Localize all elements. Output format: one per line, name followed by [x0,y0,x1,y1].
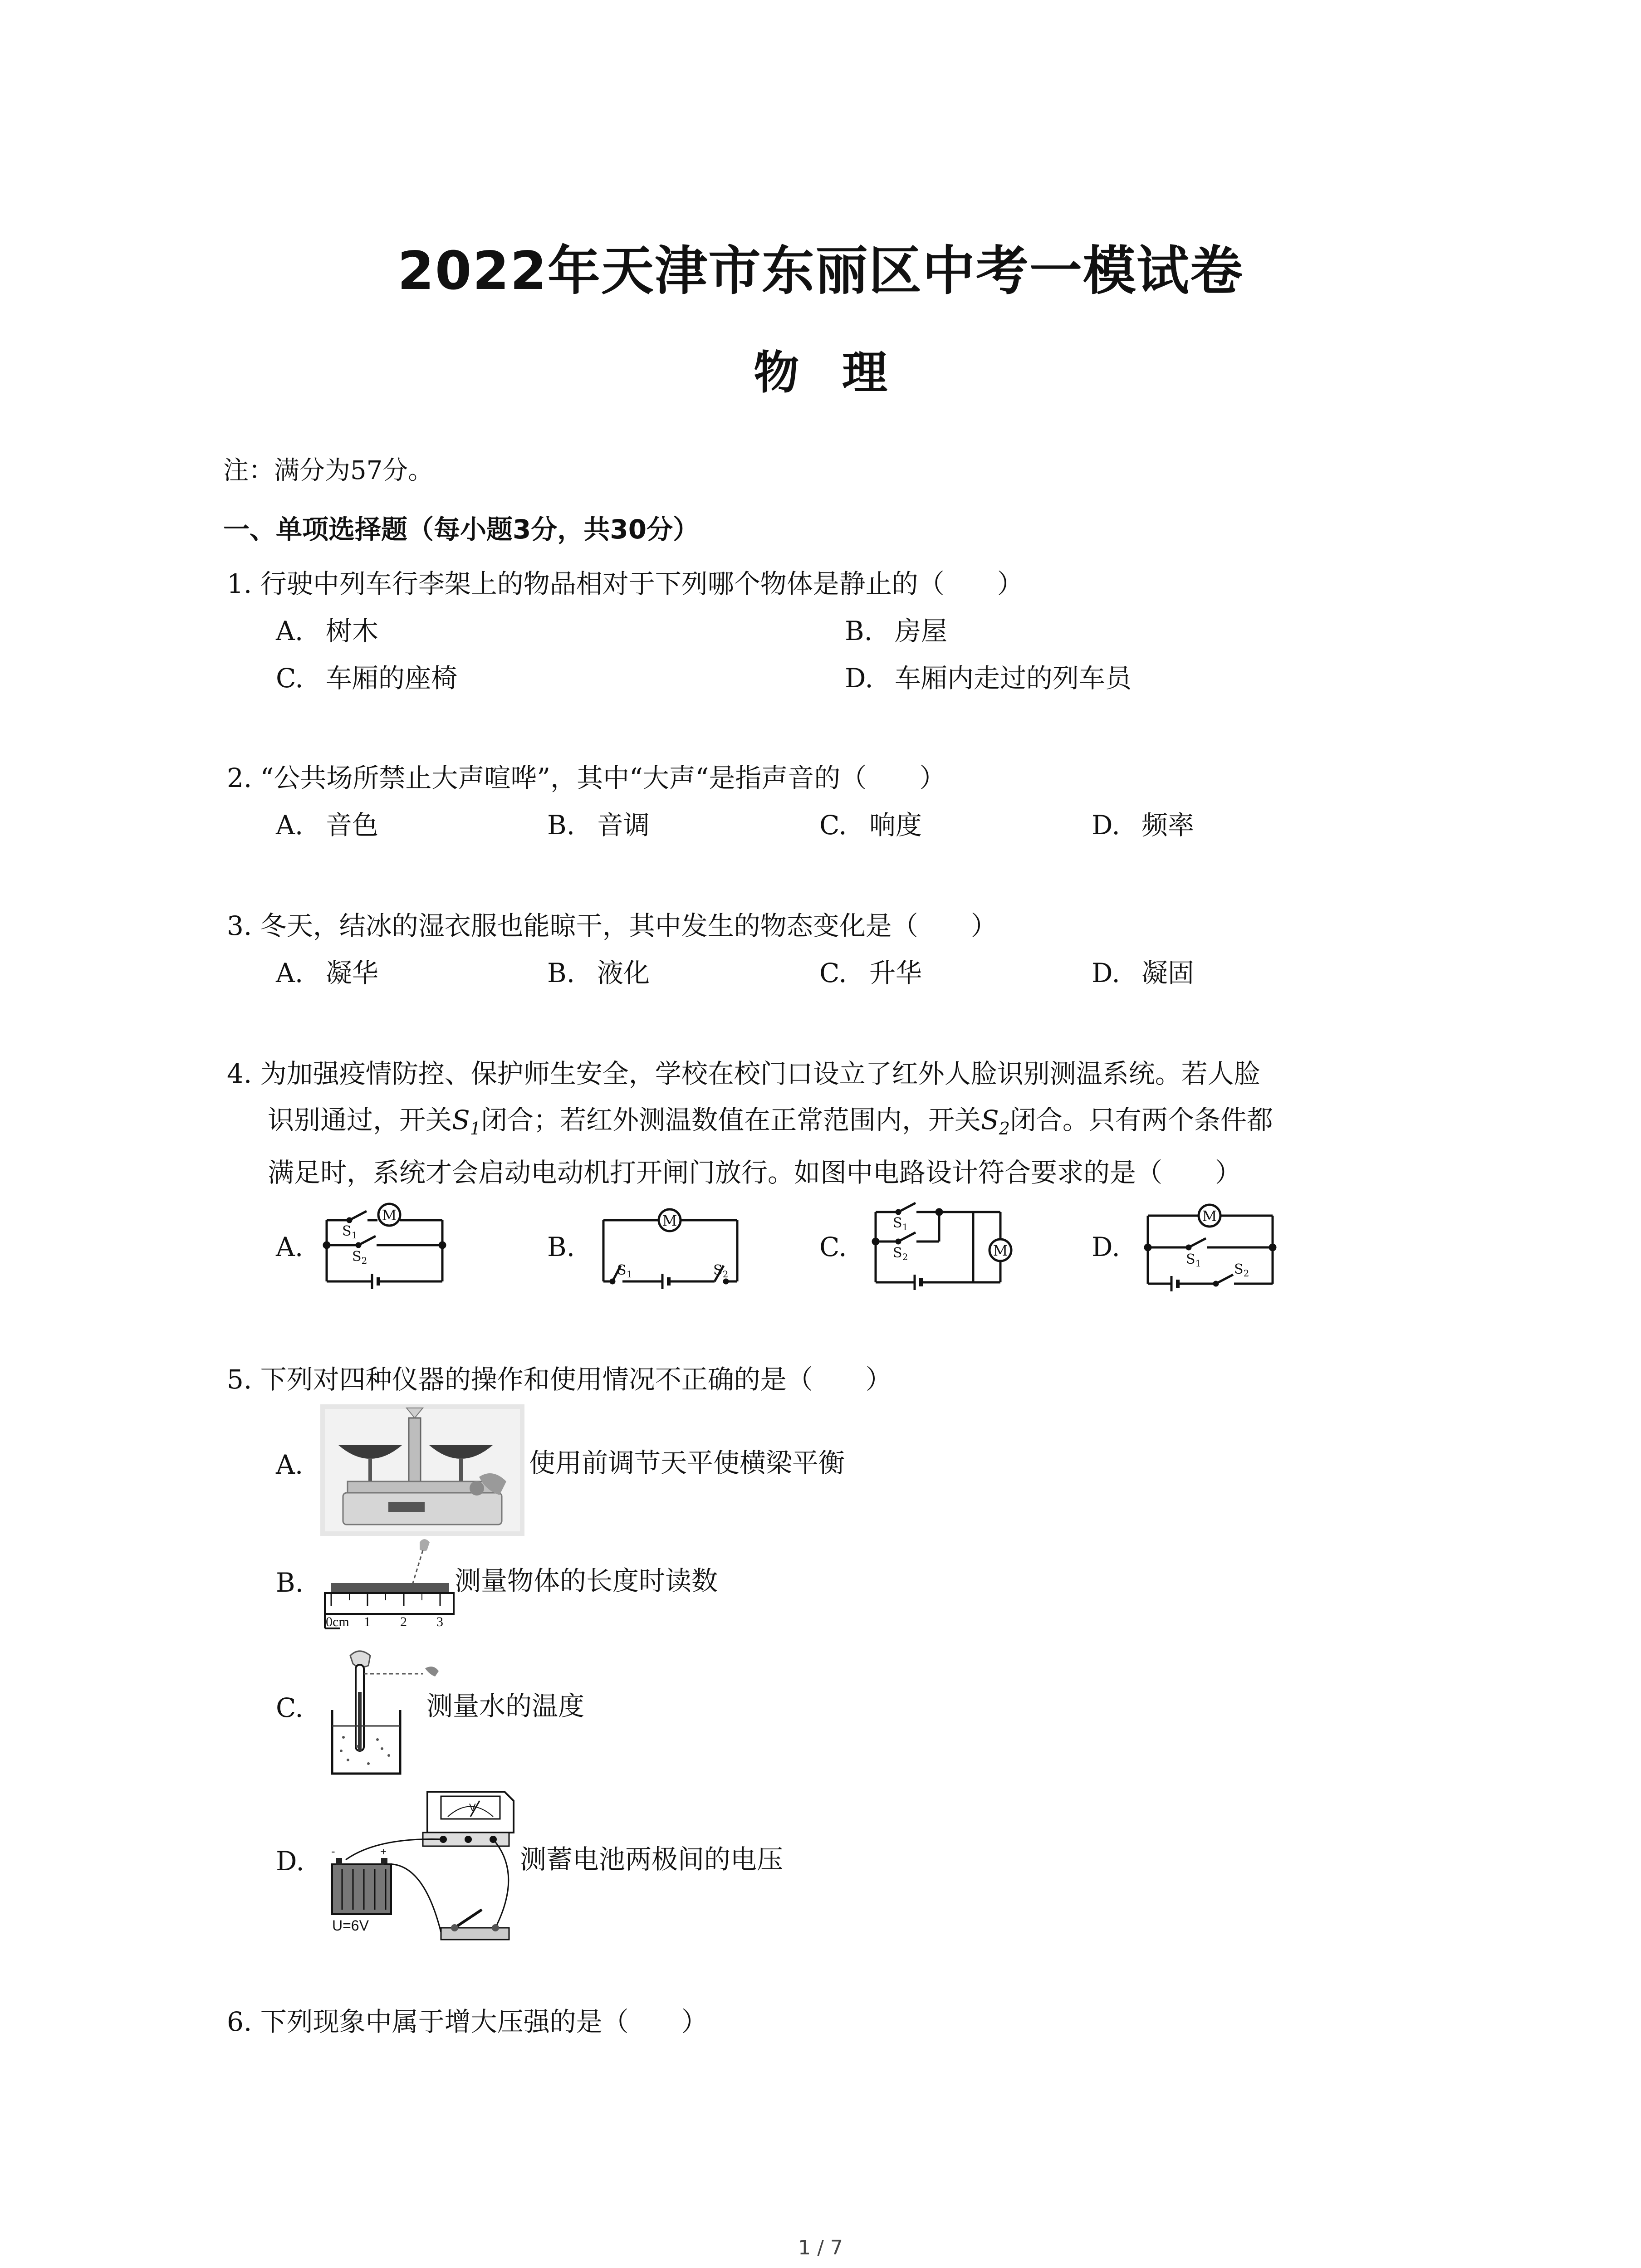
motor-label: M [382,1207,397,1224]
question-2-option-d[interactable] [1092,810,1195,841]
motor-label: M [993,1242,1008,1259]
option-text: 车厢的座椅 [326,663,458,694]
question-4-option-a[interactable] [276,1234,326,1260]
option-letter: C. [819,810,847,841]
question-5-option-d-text: 测蓄电池两极间的电压 [520,1844,784,1875]
question-1-option-a[interactable] [276,618,378,644]
question-5-option-d-letter[interactable]: D. [276,1846,304,1877]
question-5-option-a-letter[interactable]: A. [276,1449,304,1480]
svg-text:-: - [331,1844,335,1858]
option-letter: C. [819,958,847,988]
option-letter: A. [276,616,304,646]
option-letter: B. [547,1232,575,1262]
ruler-diagram [322,1533,458,1642]
svg-text:+: + [380,1846,387,1858]
section-heading: 一、单项选择题（每小题3分，共30分） [223,514,700,545]
option-letter: A. [276,958,304,988]
ruler-label-2: 2 [400,1614,407,1629]
switch-s1-symbol: $S_1$ [452,1105,481,1139]
s2-label: $S_2$ [893,1245,908,1262]
switch-s2-symbol: $S_2$ [980,1105,1010,1139]
question-3-option-b[interactable] [547,960,650,986]
option-text: 树木 [326,616,379,646]
s1-label: $S_1$ [893,1215,908,1232]
option-letter: C. [276,663,304,694]
s2-label: $S_2$ [1234,1261,1249,1279]
question-5-option-c-text: 测量水的温度 [426,1691,585,1721]
ruler-label-3: 3 [436,1614,443,1629]
circuit-diagram-a [322,1198,449,1293]
option-text: 凝华 [326,958,379,988]
s1-label: $S_1$ [617,1262,632,1280]
question-3-option-d[interactable] [1092,960,1194,986]
option-text: 车厢内走过的列车员 [895,663,1132,694]
question-4-line-2 [268,1107,1273,1137]
option-letter: D. [1092,958,1120,988]
option-letter: B. [547,958,575,988]
option-text: 频率 [1141,810,1195,841]
question-5-option-b-text: 测量物体的长度时读数 [455,1565,718,1596]
ruler-label-0: 0cm [326,1614,349,1629]
s2-label: $S_2$ [352,1249,367,1266]
question-4-option-d[interactable] [1092,1234,1141,1260]
exam-title: 2022年天津市东丽区中考一模试卷 [397,240,1244,302]
option-text: 凝固 [1141,958,1195,988]
question-4-option-b[interactable] [547,1234,597,1260]
question-1-option-b[interactable] [845,618,947,644]
line-text: 识别通过，开关 [268,1105,452,1135]
option-letter: B. [845,616,873,646]
s2-label: $S_2$ [713,1262,729,1280]
option-text: 音调 [597,810,650,841]
question-5-option-c-letter[interactable]: C. [276,1692,304,1723]
question-5-option-a-text: 使用前调节天平使横梁平衡 [529,1447,845,1478]
option-text: 响度 [869,810,922,841]
ruler-label-1: 1 [364,1614,371,1629]
option-letter: D. [1092,810,1120,841]
question-6-stem: 6. 下列现象中属于增大压强的是（ ） [227,2006,708,2037]
option-letter: C. [819,1232,847,1262]
battery-voltmeter-diagram [323,1783,523,1955]
circuit-diagram-d [1143,1198,1279,1293]
question-1-option-d[interactable] [845,663,1132,694]
question-3-stem: 3. 冬天，结冰的湿衣服也能晾干，其中发生的物态变化是（ ） [227,910,997,941]
option-letter: A. [276,1232,304,1262]
question-2-option-c[interactable] [819,810,922,841]
page-number: 1 / 7 [798,2236,843,2259]
voltmeter-label: V [469,1802,476,1813]
line-text: 闭合；若红外测温数值在正常范围内，开关 [480,1105,981,1135]
option-text: 音色 [326,810,379,841]
question-3-option-a[interactable] [276,960,378,986]
question-1-option-c[interactable] [276,663,458,694]
circuit-diagram-b [599,1202,744,1293]
question-2-option-b[interactable] [547,810,650,841]
s1-label: $S_1$ [342,1223,358,1241]
question-2-stem: 2. “公共场所禁止大声喧哗”，其中“大声“是指声音的（ ） [227,763,946,793]
option-letter: D. [845,663,873,694]
balance-scale-photo [320,1404,524,1536]
question-5-stem: 5. 下列对四种仪器的操作和使用情况不正确的是（ ） [227,1364,892,1395]
subject-heading: 物 理 [754,346,887,399]
question-4-option-c[interactable] [819,1234,869,1260]
score-note: 注：满分为57分。 [223,456,434,485]
question-1-stem: 1. 行驶中列车行李架上的物品相对于下列哪个物体是静止的（ ） [227,568,1024,599]
motor-label: M [662,1212,677,1229]
question-4-line-3: 满足时，系统才会启动电动机打开闸门放行。如图中电路设计符合要求的是（ ） [268,1157,1242,1188]
line-text: 闭合。只有两个条件都 [1009,1105,1273,1135]
option-text: 液化 [597,958,650,988]
option-letter: A. [276,810,304,841]
circuit-diagram-c [871,1194,1016,1294]
option-letter: D. [1092,1232,1120,1262]
question-3-option-c[interactable] [819,960,922,986]
motor-label: M [1202,1207,1217,1225]
question-4-line-1: 4. 为加强疫情防控、保护师生安全，学校在校门口设立了红外人脸识别测温系统。若人脸 [227,1058,1260,1089]
option-text: 房屋 [895,616,948,646]
question-5-option-b-letter[interactable]: B. [276,1567,304,1598]
option-text: 升华 [869,958,922,988]
question-2-option-a[interactable] [276,810,379,841]
battery-label: U=6V [332,1917,369,1934]
option-letter: B. [547,810,575,841]
s1-label: $S_1$ [1186,1251,1201,1269]
